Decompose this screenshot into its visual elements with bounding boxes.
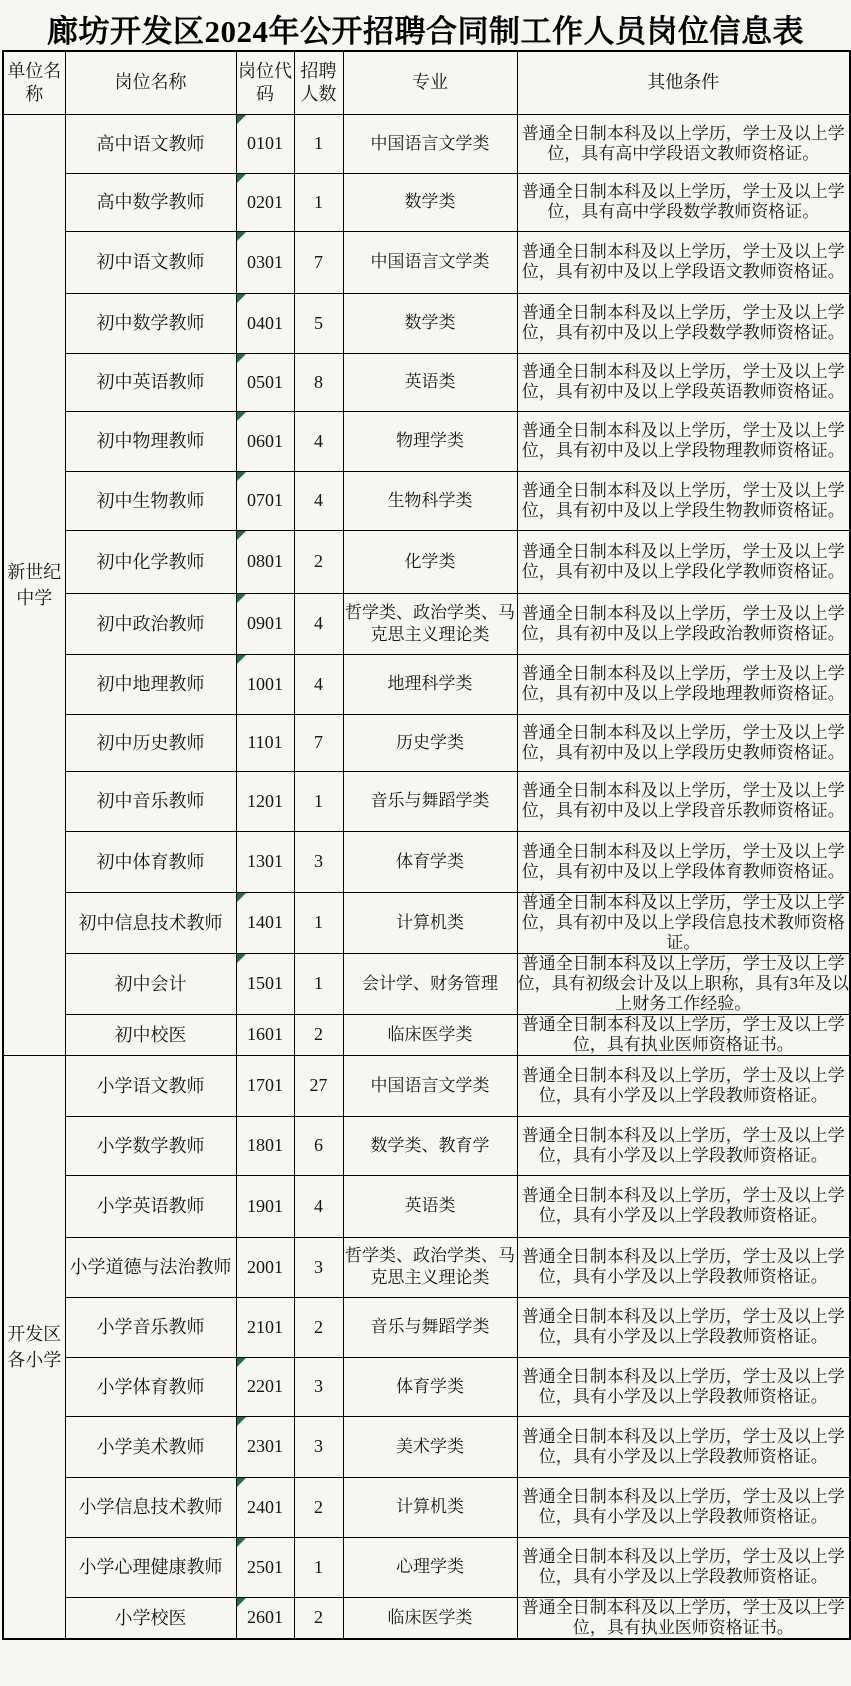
table-row	[3, 1357, 850, 1416]
position-code: 1901	[247, 1195, 283, 1216]
conditions-cell: 普通全日制本科及以上学历，学士及以上学位，具有高中学段语文教师资格证。	[517, 114, 850, 173]
recruit-count-cell: 7	[294, 714, 343, 771]
number-stored-as-text-flag-icon	[237, 412, 246, 421]
major-cell: 数学类、教育学	[343, 1116, 517, 1175]
number-stored-as-text-flag-icon	[237, 294, 246, 303]
position-code: 1501	[247, 973, 283, 993]
position-name-cell: 初中数学教师	[65, 293, 236, 353]
position-code-cell	[236, 353, 294, 411]
recruit-count-cell: 1	[294, 953, 343, 1014]
table-row	[3, 353, 850, 411]
number-stored-as-text-flag-icon	[237, 655, 246, 664]
number-stored-as-text-flag-icon	[237, 893, 246, 902]
major-cell: 心理学类	[343, 1537, 517, 1597]
major-cell: 物理学类	[343, 411, 517, 471]
recruit-count-cell: 1	[294, 114, 343, 173]
conditions-cell: 普通全日制本科及以上学历，学士及以上学位，具有初中及以上学段物理教师资格证。	[517, 411, 850, 471]
position-code: 2201	[247, 1376, 283, 1396]
position-name-cell: 高中语文教师	[65, 114, 236, 173]
recruit-count-cell: 1	[294, 1537, 343, 1597]
recruit-count-cell: 8	[294, 353, 343, 411]
position-code: 1201	[247, 790, 283, 811]
header-other-conditions: 其他条件	[517, 51, 850, 114]
position-code-cell	[236, 1597, 294, 1639]
position-code-cell	[236, 1055, 294, 1116]
position-code: 2601	[247, 1607, 283, 1627]
conditions-cell: 普通全日制本科及以上学历，学士及以上学位，具有初中及以上学段化学教师资格证。	[517, 530, 850, 593]
conditions-cell: 普通全日制本科及以上学历，学士及以上学位，具有小学及以上学段教师资格证。	[517, 1357, 850, 1416]
major-cell: 计算机类	[343, 1477, 517, 1537]
position-code-cell	[236, 530, 294, 593]
position-code: 0901	[247, 613, 283, 633]
position-name-cell: 初中化学教师	[65, 530, 236, 593]
number-stored-as-text-flag-icon	[237, 115, 246, 124]
major-cell: 数学类	[343, 173, 517, 231]
conditions-cell: 普通全日制本科及以上学历，学士及以上学位，具有执业医师资格证书。	[517, 1597, 850, 1639]
table-row	[3, 831, 850, 892]
table-row	[3, 953, 850, 1014]
recruit-count-cell: 6	[294, 1116, 343, 1175]
table-row	[3, 1014, 850, 1055]
major-cell: 哲学类、政治学类、马克思主义理论类	[343, 1237, 517, 1297]
conditions-cell: 普通全日制本科及以上学历，学士及以上学位，具有小学及以上学段教师资格证。	[517, 1297, 850, 1357]
conditions-cell: 普通全日制本科及以上学历，学士及以上学位，具有初中及以上学段生物教师资格证。	[517, 471, 850, 530]
conditions-cell: 普通全日制本科及以上学历，学士及以上学位，具有小学及以上学段教师资格证。	[517, 1055, 850, 1116]
position-name-cell: 初中信息技术教师	[65, 892, 236, 953]
header-unit-name: 单位名称	[3, 51, 65, 114]
position-code: 1701	[247, 1075, 283, 1095]
conditions-cell: 普通全日制本科及以上学历，学士及以上学位，具有初中及以上学段音乐教师资格证。	[517, 771, 850, 831]
position-code-cell	[236, 1014, 294, 1055]
position-code: 1301	[247, 851, 283, 871]
conditions-cell: 普通全日制本科及以上学历，学士及以上学位，具有初中及以上学段历史教师资格证。	[517, 714, 850, 771]
major-cell: 音乐与舞蹈学类	[343, 1297, 517, 1357]
position-code: 0701	[247, 490, 283, 510]
header-position-code: 岗位代码	[236, 51, 294, 114]
position-code-cell	[236, 231, 294, 293]
position-name-cell: 初中体育教师	[65, 831, 236, 892]
position-name-cell: 小学英语教师	[65, 1175, 236, 1237]
conditions-cell: 普通全日制本科及以上学历，学士及以上学位，具有初级会计及以上职称，具有3年及以上财务工作经验。	[517, 953, 849, 1013]
job-positions-table	[2, 50, 851, 1640]
table-row	[3, 1477, 850, 1537]
recruit-count-cell: 27	[294, 1055, 343, 1116]
position-name-cell: 初中语文教师	[65, 231, 236, 293]
position-code-cell	[236, 114, 294, 173]
conditions-cell: 普通全日制本科及以上学历，学士及以上学位，具有初中及以上学段信息技术教师资格证。	[517, 892, 850, 953]
table-row	[3, 1055, 850, 1116]
major-cell: 化学类	[343, 530, 517, 593]
recruit-count-cell: 4	[294, 471, 343, 530]
position-code: 1101	[247, 732, 283, 752]
position-name-cell: 初中历史教师	[65, 714, 236, 771]
number-stored-as-text-flag-icon	[237, 232, 246, 241]
conditions-cell: 普通全日制本科及以上学历，学士及以上学位，具有小学及以上学段教师资格证。	[517, 1537, 850, 1597]
position-code-cell	[236, 1537, 294, 1597]
recruit-count-cell: 2	[294, 530, 343, 593]
major-cell: 体育学类	[343, 1357, 517, 1416]
recruit-count-cell: 3	[294, 1416, 343, 1477]
position-name-cell: 小学体育教师	[65, 1357, 236, 1416]
table-row	[3, 530, 850, 593]
major-cell: 音乐与舞蹈学类	[343, 771, 517, 831]
recruit-count-cell: 3	[294, 1357, 343, 1416]
table-row	[3, 1537, 850, 1597]
position-code: 2101	[247, 1316, 283, 1337]
table-row	[3, 411, 850, 471]
position-code: 1601	[247, 1024, 283, 1044]
position-code-cell	[236, 411, 294, 471]
table-row	[3, 1116, 850, 1175]
recruit-count-cell: 3	[294, 831, 343, 892]
recruit-count-cell: 4	[294, 411, 343, 471]
position-code-cell	[236, 1237, 294, 1297]
conditions-cell: 普通全日制本科及以上学历，学士及以上学位，具有高中学段数学教师资格证。	[517, 173, 850, 231]
major-cell: 美术学类	[343, 1416, 517, 1477]
position-name-cell: 高中数学教师	[65, 173, 236, 231]
number-stored-as-text-flag-icon	[237, 1417, 246, 1426]
position-code-cell	[236, 1357, 294, 1416]
conditions-cell: 普通全日制本科及以上学历，学士及以上学位，具有初中及以上学段英语教师资格证。	[517, 353, 850, 411]
major-cell: 数学类	[343, 293, 517, 353]
position-code: 1801	[247, 1135, 283, 1155]
table-row	[3, 1597, 850, 1639]
table-row	[3, 593, 850, 654]
recruit-count-cell: 5	[294, 293, 343, 353]
number-stored-as-text-flag-icon	[237, 1598, 246, 1607]
position-code-cell	[236, 714, 294, 771]
position-code-cell	[236, 293, 294, 353]
position-code: 2501	[247, 1556, 283, 1577]
conditions-cell: 普通全日制本科及以上学历，学士及以上学位，具有小学及以上学段教师资格证。	[517, 1477, 850, 1537]
recruit-count-cell: 7	[294, 231, 343, 293]
conditions-cell: 普通全日制本科及以上学历，学士及以上学位，具有小学及以上学段教师资格证。	[517, 1175, 850, 1237]
major-cell: 英语类	[343, 1175, 517, 1237]
number-stored-as-text-flag-icon	[237, 472, 246, 481]
number-stored-as-text-flag-icon	[237, 174, 246, 183]
number-stored-as-text-flag-icon	[237, 954, 246, 963]
page-title: 廊坊开发区2024年公开招聘合同制工作人员岗位信息表	[47, 14, 804, 49]
position-name-cell: 小学数学教师	[65, 1116, 236, 1175]
position-name-cell: 初中政治教师	[65, 593, 236, 654]
position-code-cell	[236, 1477, 294, 1537]
position-name-cell: 初中音乐教师	[65, 771, 236, 831]
header-position-name: 岗位名称	[65, 51, 236, 114]
major-cell: 历史学类	[343, 714, 517, 771]
position-code-cell	[236, 654, 294, 714]
position-code: 0101	[247, 133, 283, 153]
recruit-count-cell: 1	[294, 892, 343, 953]
position-name-cell: 小学信息技术教师	[65, 1477, 236, 1537]
header-major: 专业	[343, 51, 517, 114]
conditions-cell: 普通全日制本科及以上学历，学士及以上学位，具有执业医师资格证书。	[517, 1014, 850, 1055]
conditions-cell: 普通全日制本科及以上学历，学士及以上学位，具有初中及以上学段数学教师资格证。	[517, 293, 850, 353]
conditions-cell: 普通全日制本科及以上学历，学士及以上学位，具有初中及以上学段语文教师资格证。	[517, 231, 850, 293]
table-row	[3, 892, 850, 953]
position-code: 2401	[247, 1496, 283, 1517]
position-name-cell: 初中生物教师	[65, 471, 236, 530]
major-cell: 计算机类	[343, 892, 517, 953]
position-code-cell	[236, 593, 294, 654]
table-row	[3, 114, 850, 173]
position-code-cell	[236, 892, 294, 953]
recruit-count-cell: 4	[294, 593, 343, 654]
table-row	[3, 293, 850, 353]
recruit-count-cell: 2	[294, 1297, 343, 1357]
position-name-cell: 小学语文教师	[65, 1055, 236, 1116]
major-cell: 中国语言文学类	[343, 114, 517, 173]
major-cell: 中国语言文学类	[343, 231, 517, 293]
position-code-cell	[236, 1416, 294, 1477]
table-row	[3, 1297, 850, 1357]
unit-name-cell: 新世纪中学	[3, 114, 65, 1055]
recruit-count-cell: 4	[294, 654, 343, 714]
table-row	[3, 654, 850, 714]
recruit-count-cell: 2	[294, 1477, 343, 1537]
position-code: 2001	[247, 1256, 283, 1277]
position-code: 0401	[247, 312, 283, 333]
major-cell: 地理科学类	[343, 654, 517, 714]
number-stored-as-text-flag-icon	[237, 1538, 246, 1547]
position-name-cell: 初中校医	[65, 1014, 236, 1055]
position-code: 0301	[247, 251, 283, 272]
position-code-cell	[236, 831, 294, 892]
table-row	[3, 173, 850, 231]
position-code-cell	[236, 1116, 294, 1175]
position-code: 1001	[247, 673, 283, 694]
recruit-count-cell: 1	[294, 173, 343, 231]
major-cell: 哲学类、政治学类、马克思主义理论类	[343, 593, 517, 654]
major-cell: 生物科学类	[343, 471, 517, 530]
position-code: 0201	[247, 191, 283, 212]
major-cell: 中国语言文学类	[343, 1055, 517, 1116]
position-code: 0801	[247, 551, 283, 571]
conditions-cell: 普通全日制本科及以上学历，学士及以上学位，具有小学及以上学段教师资格证。	[517, 1237, 850, 1297]
recruit-count-cell: 2	[294, 1597, 343, 1639]
table-row	[3, 1175, 850, 1237]
conditions-cell: 普通全日制本科及以上学历，学士及以上学位，具有小学及以上学段教师资格证。	[517, 1116, 850, 1175]
major-cell: 英语类	[343, 353, 517, 411]
position-name-cell: 初中物理教师	[65, 411, 236, 471]
recruit-count-cell: 3	[294, 1237, 343, 1297]
table-row	[3, 1416, 850, 1477]
position-code-cell	[236, 771, 294, 831]
unit-name-cell: 开发区各小学	[3, 1055, 65, 1639]
recruit-count-cell: 1	[294, 771, 343, 831]
position-name-cell: 小学美术教师	[65, 1416, 236, 1477]
conditions-cell: 普通全日制本科及以上学历，学士及以上学位，具有初中及以上学段政治教师资格证。	[517, 593, 850, 654]
position-code-cell	[236, 953, 294, 1014]
position-code-cell	[236, 173, 294, 231]
position-code: 0601	[247, 430, 283, 451]
position-code: 2301	[247, 1436, 283, 1456]
conditions-cell: 普通全日制本科及以上学历，学士及以上学位，具有小学及以上学段教师资格证。	[517, 1416, 850, 1477]
conditions-cell: 普通全日制本科及以上学历，学士及以上学位，具有初中及以上学段地理教师资格证。	[517, 654, 850, 714]
number-stored-as-text-flag-icon	[237, 594, 246, 603]
table-row	[3, 714, 850, 771]
conditions-cell: 普通全日制本科及以上学历，学士及以上学位，具有初中及以上学段体育教师资格证。	[517, 831, 850, 892]
header-row	[3, 51, 850, 114]
recruit-count-cell: 4	[294, 1175, 343, 1237]
position-name-cell: 小学心理健康教师	[65, 1537, 236, 1597]
table-row	[3, 771, 850, 831]
number-stored-as-text-flag-icon	[237, 1358, 246, 1367]
position-name-cell: 初中会计	[65, 953, 236, 1014]
table-row	[3, 231, 850, 293]
position-name-cell: 小学道德与法治教师	[65, 1237, 236, 1297]
number-stored-as-text-flag-icon	[237, 531, 246, 540]
position-code-cell	[236, 1297, 294, 1357]
number-stored-as-text-flag-icon	[237, 1478, 246, 1487]
major-cell: 体育学类	[343, 831, 517, 892]
table-row	[3, 471, 850, 530]
position-code-cell	[236, 471, 294, 530]
position-code: 0501	[247, 371, 283, 392]
position-code-cell	[236, 1175, 294, 1237]
major-cell: 临床医学类	[343, 1597, 517, 1639]
position-name-cell: 小学音乐教师	[65, 1297, 236, 1357]
recruit-count-cell: 2	[294, 1014, 343, 1055]
header-recruit-count: 招聘人数	[294, 51, 343, 114]
position-code: 1401	[247, 912, 283, 932]
position-name-cell: 初中英语教师	[65, 353, 236, 411]
position-name-cell: 初中地理教师	[65, 654, 236, 714]
number-stored-as-text-flag-icon	[237, 354, 246, 363]
table-row	[3, 1237, 850, 1297]
major-cell: 会计学、财务管理	[343, 953, 517, 1014]
major-cell: 临床医学类	[343, 1014, 517, 1055]
position-name-cell: 小学校医	[65, 1597, 236, 1639]
